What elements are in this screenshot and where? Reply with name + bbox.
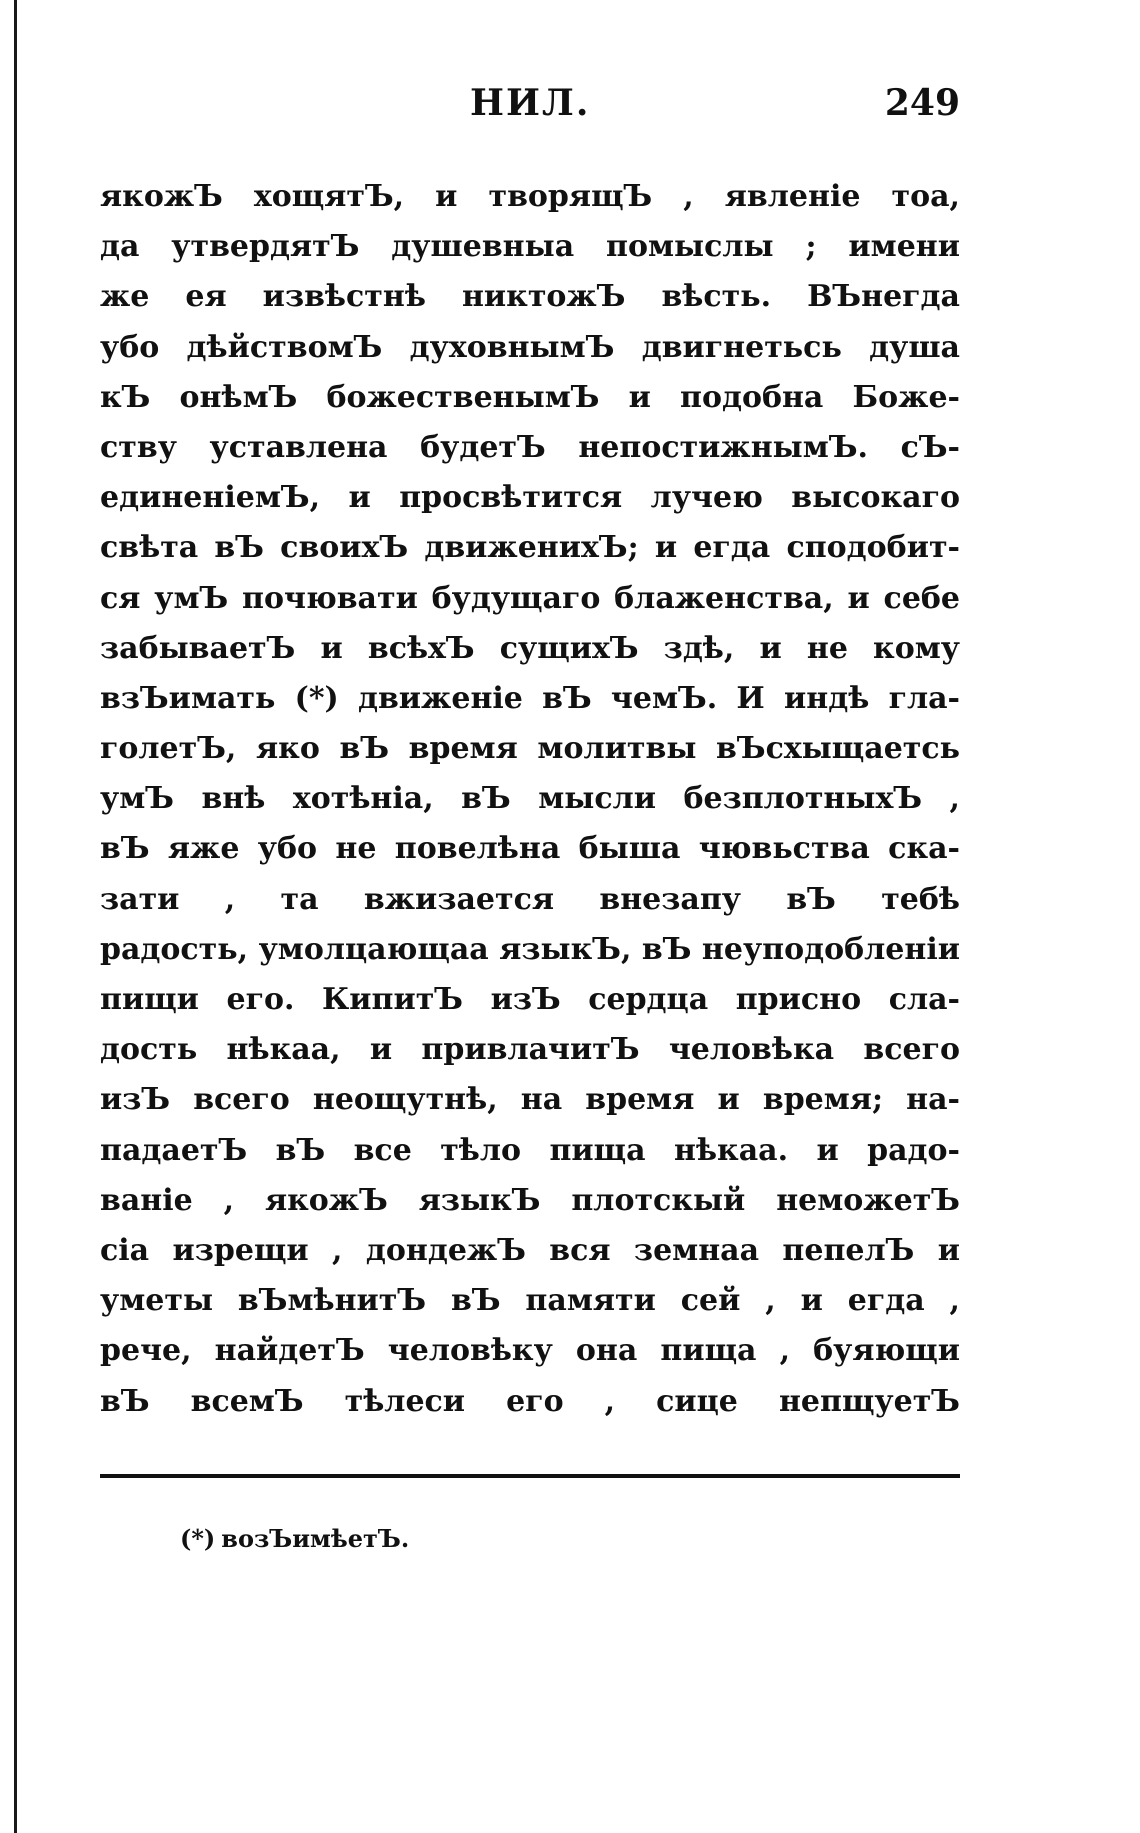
text-line: пищи его. КипитЪ изЪ сердца присно сла- (100, 982, 960, 1017)
text-line: свѣта вЪ своихЪ движенихЪ; и егда сподобит- (100, 530, 960, 566)
text-line: ству уставлена будетЪ непостижнымЪ. сЪ- (100, 429, 960, 465)
page-header (100, 82, 960, 142)
text-line: изЪ всего неощутнѣ, на время и время; на- (100, 1082, 960, 1118)
footnote (180, 1524, 409, 1553)
footnote-separator (100, 1474, 960, 1478)
text-line: голетЪ, яко вЪ время молитвы вЪсхыщаетсь (100, 731, 960, 767)
text-line: падаетЪ вЪ все тѣло пища нѣкаа. и радо- (100, 1132, 960, 1168)
text-line: ся умЪ почювати будущаго блаженства, и себе (100, 580, 960, 616)
body-text (100, 172, 960, 1427)
text-line: вЪ всемЪ тѣлеси его , сице непщуетЪ (100, 1383, 960, 1419)
text-line: умЪ внѣ хотѣніа, вЪ мысли безплотныхЪ , (100, 781, 960, 817)
footnote-text: возЪимѣетЪ. (221, 1524, 410, 1553)
text-line: сіа изрещи , дондежЪ вся земнаа пепелЪ и (100, 1232, 960, 1268)
text-line: зати , та вжизается внезапу вЪ тебѣ (100, 881, 960, 917)
text-line: да утвердятЪ душевныа помыслы ; имени (100, 229, 960, 265)
footnote-marker: (*) (180, 1524, 216, 1553)
text-line: вЪ яже убо не повелѣна быша чювьства ска- (100, 831, 960, 867)
text-line: рече, найдетЪ человѣку она пища , буяющи (100, 1333, 960, 1369)
text-line: уметы вЪмѣнитЪ вЪ памяти сей , и егда , (100, 1283, 960, 1319)
text-line: же ея извѣстнѣ никтожЪ вѣсть. ВЪнегда (100, 279, 960, 315)
page-number: 249 (884, 82, 960, 124)
text-line: взЪимать (*) движеніе вЪ чемЪ. И индѣ гла- (100, 680, 960, 716)
text-line: забываетЪ и всѣхЪ сущихЪ здѣ, и не кому (100, 630, 960, 666)
text-line: убо дѣйствомЪ духовнымЪ двигнетьсь душа (100, 329, 960, 365)
text-line: радость, умолцающаа языкЪ, вЪ неуподобленіи (100, 931, 960, 967)
text-line: ваніе , якожЪ языкЪ плотскый неможетЪ (100, 1182, 960, 1218)
text-line: единеніемЪ, и просвѣтится лучею высокаго (100, 480, 960, 516)
text-line: якожЪ хощятЪ, и творящЪ , явленіе тоа, (100, 179, 960, 214)
running-title: НИЛ. (470, 82, 591, 124)
text-line: кЪ онѣмЪ божественымЪ и подобна Боже- (100, 379, 960, 415)
binding-edge-line (14, 0, 17, 1833)
text-line: дость нѣкаа, и привлачитЪ человѣка всего (100, 1032, 960, 1068)
